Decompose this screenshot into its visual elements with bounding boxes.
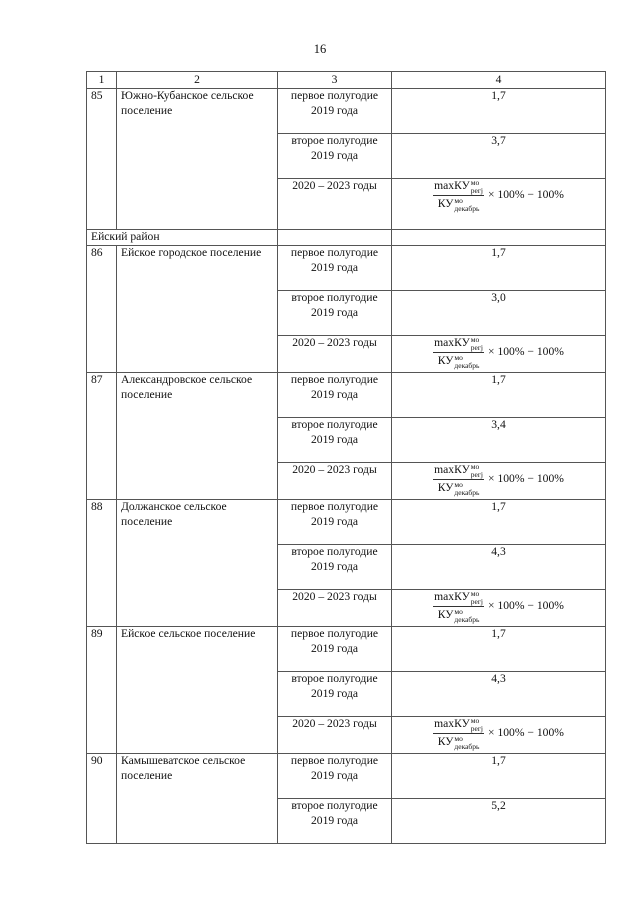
header-cell: 2 (117, 72, 278, 89)
formula-subscript: pегj (470, 469, 484, 479)
row-number: 85 (87, 89, 117, 230)
formula-indices (454, 735, 479, 750)
settlement-name: Камышеватское сельское поселение (117, 754, 278, 844)
formula-superscript: мо (454, 353, 463, 362)
formula-ku: КУ (454, 179, 470, 193)
header-row (87, 72, 606, 89)
formula-superscript: мо (454, 607, 463, 616)
formula-cell (392, 179, 606, 230)
page-number: 16 (313, 42, 327, 56)
formula-superscript: мо (470, 716, 480, 725)
formula-cell (392, 590, 606, 627)
formula-superscript: мо (454, 196, 463, 205)
formula-ku: КУ (454, 463, 470, 477)
growth-value: 5,2 (392, 799, 606, 844)
formula-rest: × 100% − 100% (488, 472, 564, 486)
period: второе полугодие 2019 года (278, 134, 392, 179)
formula-superscript: мо (470, 462, 480, 471)
period: 2020 – 2023 годы (278, 590, 392, 627)
table-row (87, 246, 606, 291)
formula-max: max (434, 179, 455, 193)
table-row (87, 89, 606, 134)
formula-subscript: декабрь (454, 487, 480, 497)
header-cell: 4 (392, 72, 606, 89)
period: второе полугодие 2019 года (278, 545, 392, 590)
growth-value: 3,7 (392, 134, 606, 179)
formula-rest: × 100% − 100% (488, 345, 564, 359)
formula-subscript: pегj (470, 185, 484, 195)
formula-superscript: мо (470, 178, 480, 187)
district-row (87, 230, 606, 246)
tariff-table (86, 71, 606, 844)
header-cell: 1 (87, 72, 117, 89)
formula-cell (392, 336, 606, 373)
period: первое полугодие 2019 года (278, 627, 392, 672)
formula-cell (392, 717, 606, 754)
period: второе полугодие 2019 года (278, 418, 392, 463)
period: первое полугодие 2019 года (278, 500, 392, 545)
period: второе полугодие 2019 года (278, 672, 392, 717)
growth-value: 1,7 (392, 373, 606, 418)
formula-numerator (433, 717, 484, 734)
empty-cell (392, 230, 606, 246)
formula-indices (471, 179, 483, 194)
growth-value: 1,7 (392, 627, 606, 672)
formula-ku: КУ (454, 717, 470, 731)
growth-value: 3,4 (392, 418, 606, 463)
settlement-name: Александровское сельское поселение (117, 373, 278, 500)
formula-rest: × 100% − 100% (488, 599, 564, 613)
row-number: 88 (87, 500, 117, 627)
formula-numerator (433, 590, 484, 607)
formula-ku: КУ (454, 590, 470, 604)
formula-indices (471, 463, 483, 478)
formula-numerator (433, 463, 484, 480)
formula-fraction (433, 717, 484, 750)
formula-superscript: мо (470, 335, 480, 344)
row-number: 87 (87, 373, 117, 500)
growth-value: 3,0 (392, 291, 606, 336)
formula-denominator (437, 480, 481, 496)
formula-numerator (433, 179, 484, 196)
growth-formula (433, 179, 564, 212)
formula-subscript: декабрь (454, 741, 480, 751)
period: 2020 – 2023 годы (278, 463, 392, 500)
period: первое полугодие 2019 года (278, 373, 392, 418)
formula-indices (471, 717, 483, 732)
formula-ku: КУ (437, 481, 454, 495)
period: 2020 – 2023 годы (278, 717, 392, 754)
period: 2020 – 2023 годы (278, 336, 392, 373)
growth-value: 1,7 (392, 754, 606, 799)
row-number: 86 (87, 246, 117, 373)
formula-indices (454, 197, 479, 212)
empty-cell (278, 230, 392, 246)
row-number: 89 (87, 627, 117, 754)
formula-denominator (437, 607, 481, 623)
formula-ku: КУ (437, 608, 454, 622)
header-cell: 3 (278, 72, 392, 89)
growth-value: 1,7 (392, 500, 606, 545)
formula-fraction (433, 590, 484, 623)
period: второе полугодие 2019 года (278, 799, 392, 844)
formula-superscript: мо (454, 480, 463, 489)
formula-subscript: декабрь (454, 203, 480, 213)
formula-max: max (434, 717, 455, 731)
formula-numerator (433, 336, 484, 353)
period: первое полугодие 2019 года (278, 754, 392, 799)
growth-value: 4,3 (392, 672, 606, 717)
district-name: Ейский район (87, 230, 278, 246)
growth-value: 4,3 (392, 545, 606, 590)
settlement-name: Должанское сельское поселение (117, 500, 278, 627)
formula-subscript: декабрь (454, 614, 480, 624)
table-row (87, 373, 606, 418)
formula-denominator (437, 196, 481, 212)
formula-denominator (437, 353, 481, 369)
formula-superscript: мо (470, 589, 480, 598)
formula-indices (454, 481, 479, 496)
growth-formula (433, 717, 564, 750)
settlement-name: Ейское городское поселение (117, 246, 278, 373)
formula-max: max (434, 463, 455, 477)
formula-max: max (434, 590, 455, 604)
table-row (87, 500, 606, 545)
formula-fraction (433, 179, 484, 212)
settlement-name: Южно-Кубанское сельское поселение (117, 89, 278, 230)
row-number: 90 (87, 754, 117, 844)
formula-rest: × 100% − 100% (488, 726, 564, 740)
period: первое полугодие 2019 года (278, 246, 392, 291)
formula-ku: КУ (437, 197, 454, 211)
formula-superscript: мо (454, 734, 463, 743)
growth-formula (433, 590, 564, 623)
growth-formula (433, 336, 564, 369)
settlement-name: Ейское сельское поселение (117, 627, 278, 754)
formula-ku: КУ (437, 735, 454, 749)
table-row (87, 627, 606, 672)
period: 2020 – 2023 годы (278, 179, 392, 230)
formula-denominator (437, 734, 481, 750)
formula-indices (454, 354, 479, 369)
table-row (87, 754, 606, 799)
formula-rest: × 100% − 100% (488, 188, 564, 202)
formula-ku: КУ (437, 354, 454, 368)
formula-max: max (434, 336, 455, 350)
formula-fraction (433, 463, 484, 496)
formula-cell (392, 463, 606, 500)
formula-ku: КУ (454, 336, 470, 350)
formula-subscript: pегj (470, 723, 484, 733)
period: второе полугодие 2019 года (278, 291, 392, 336)
formula-indices (471, 336, 483, 351)
formula-indices (454, 608, 479, 623)
formula-subscript: pегj (470, 596, 484, 606)
formula-subscript: декабрь (454, 360, 480, 370)
formula-fraction (433, 336, 484, 369)
period: первое полугодие 2019 года (278, 89, 392, 134)
growth-formula (433, 463, 564, 496)
growth-value: 1,7 (392, 246, 606, 291)
growth-value: 1,7 (392, 89, 606, 134)
formula-subscript: pегj (470, 342, 484, 352)
formula-indices (471, 590, 483, 605)
